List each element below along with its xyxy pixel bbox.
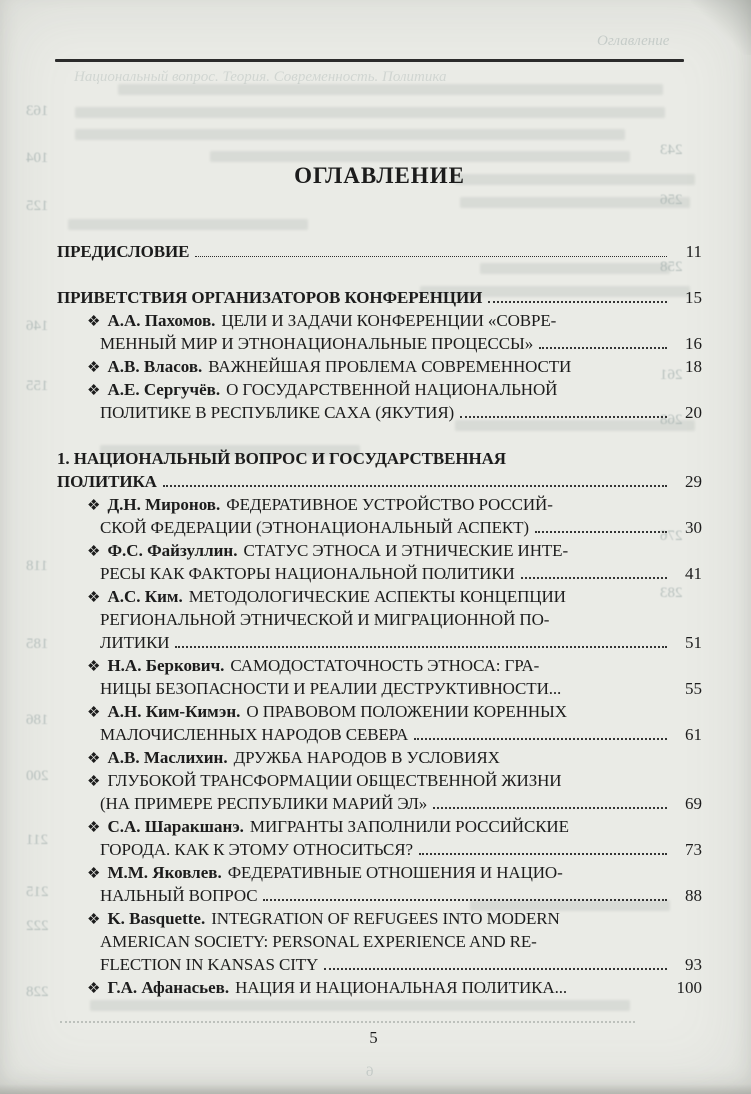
dot-leader xyxy=(263,899,667,901)
toc-list xyxy=(57,240,702,999)
ghost-page-number-left: 155 xyxy=(26,378,49,394)
entry-text: НАЦИЯ И НАЦИОНАЛЬНАЯ ПОЛИТИКА... xyxy=(235,978,568,997)
toc-line xyxy=(57,654,702,677)
toc-line xyxy=(57,631,702,654)
author-name: Д.Н. Миронов. xyxy=(107,495,221,514)
entry-text: ПОЛИТИКА xyxy=(57,472,157,491)
page-title: ОГЛАВЛЕНИЕ xyxy=(294,163,465,188)
author-name: А.В. Маслихин. xyxy=(107,748,228,767)
diamond-bullet-icon: ❖ xyxy=(87,590,101,606)
dot-leader xyxy=(433,807,667,809)
toc-line xyxy=(57,562,702,585)
ghost-page-number-left: 163 xyxy=(26,103,49,119)
ghost-text-bar xyxy=(118,84,663,95)
entry-text: О ГОСУДАРСТВЕННОЙ НАЦИОНАЛЬНОЙ xyxy=(226,380,558,399)
diamond-bullet-icon: ❖ xyxy=(87,360,101,376)
entry-text: МЕННЫЙ МИР И ЭТНОНАЦИОНАЛЬНЫЕ ПРОЦЕССЫ» xyxy=(100,334,534,353)
author-name: А.В. Власов. xyxy=(107,357,203,376)
page-ref: 88 xyxy=(685,886,702,905)
page-ref: 93 xyxy=(685,955,702,974)
author-name: А.С. Ким. xyxy=(107,587,183,606)
author-name: Г.А. Афанасьев. xyxy=(107,978,230,997)
page-ref: 29 xyxy=(685,472,702,491)
author-name: Ф.С. Файзуллин. xyxy=(107,541,238,560)
diamond-bullet-icon: ❖ xyxy=(87,912,101,928)
entry-text: ПРИВЕТСТВИЯ ОРГАНИЗАТОРОВ КОНФЕРЕНЦИИ xyxy=(57,288,483,307)
ghost-running-header-right: Оглавление xyxy=(597,33,670,49)
ghost-text-bar xyxy=(75,129,625,140)
ghost-page-number-left: 186 xyxy=(26,712,49,728)
ghost-text-bar xyxy=(90,1000,630,1011)
toc-line xyxy=(57,470,702,493)
diamond-bullet-icon: ❖ xyxy=(87,659,101,675)
header-rule xyxy=(55,59,684,62)
toc-line xyxy=(57,447,702,470)
entry-text: ФЕДЕРАТИВНЫЕ ОТНОШЕНИЯ И НАЦИО- xyxy=(227,863,563,882)
entry-text: 1. НАЦИОНАЛЬНЫЙ ВОПРОС И ГОСУДАРСТВЕННАЯ xyxy=(57,449,506,468)
entry-text: ФЕДЕРАТИВНОЕ УСТРОЙСТВО РОССИЙ- xyxy=(226,495,553,514)
ghost-page-number-left: 104 xyxy=(26,150,49,166)
dot-leader xyxy=(521,577,667,579)
ghost-page-number-left: 125 xyxy=(26,198,49,214)
page-ref: 11 xyxy=(685,242,702,261)
ghost-text-bar xyxy=(460,197,690,208)
toc-line xyxy=(57,332,702,355)
diamond-bullet-icon: ❖ xyxy=(87,820,101,836)
author-name: K. Basquette. xyxy=(107,909,206,928)
entry-text: НИЦЫ БЕЗОПАСНОСТИ И РЕАЛИИ ДЕСТРУКТИВНОСТИ... xyxy=(100,679,562,698)
page-ref: 55 xyxy=(685,679,702,698)
dot-leader xyxy=(324,968,667,970)
ghost-page-number-right: 243 xyxy=(660,142,683,158)
author-name: А.А. Пахомов. xyxy=(107,311,216,330)
entry-text: FLECTION IN KANSAS CITY xyxy=(100,955,319,974)
dot-leader xyxy=(175,646,667,648)
toc-line xyxy=(57,309,702,332)
toc-line xyxy=(57,907,702,930)
dot-leader xyxy=(539,347,667,349)
author-name: А.Н. Ким-Кимэн. xyxy=(107,702,241,721)
author-name: С.А. Шаракшанэ. xyxy=(107,817,244,836)
scan-bottom-edge xyxy=(0,1084,751,1094)
toc-line xyxy=(57,608,702,631)
dot-leader xyxy=(535,531,667,533)
diamond-bullet-icon: ❖ xyxy=(87,751,101,767)
ghost-page-number-left: 146 xyxy=(26,318,49,334)
entry-text: AMERICAN SOCIETY: PERSONAL EXPERIENCE AND RE- xyxy=(100,932,537,951)
scan-corner-shadow xyxy=(691,0,751,55)
ghost-page-number-right: 258 xyxy=(660,259,683,275)
toc-line xyxy=(57,493,702,516)
diamond-bullet-icon: ❖ xyxy=(87,314,101,330)
page-ref: 16 xyxy=(685,334,702,353)
entry-text: ГЛУБОКОЙ ТРАНСФОРМАЦИИ ОБЩЕСТВЕННОЙ ЖИЗНИ xyxy=(107,771,562,790)
dot-leader xyxy=(163,485,667,487)
ghost-text-bar xyxy=(75,107,665,118)
toc-line xyxy=(57,516,702,539)
toc-line xyxy=(57,401,702,424)
page-ref: 51 xyxy=(685,633,702,652)
diamond-bullet-icon: ❖ xyxy=(87,981,101,997)
toc-line xyxy=(57,355,702,378)
ghost-page-number-left: 222 xyxy=(26,918,49,934)
toc-line xyxy=(57,378,702,401)
ghost-page-number-left: 228 xyxy=(26,984,49,1000)
ghost-page-number-right: 256 xyxy=(660,192,683,208)
toc-line xyxy=(57,677,702,700)
ghost-page-number-left: 118 xyxy=(26,558,48,574)
ghost-reverse-folio: 6 xyxy=(366,1064,374,1080)
dot-leader xyxy=(195,256,667,257)
ghost-page-number-left: 185 xyxy=(26,636,49,652)
ghost-page-number-right: 276 xyxy=(660,528,683,544)
entry-text: СТАТУС ЭТНОСА И ЭТНИЧЕСКИЕ ИНТЕ- xyxy=(243,541,569,560)
diamond-bullet-icon: ❖ xyxy=(87,383,101,399)
ghost-page-number-right: 268 xyxy=(660,412,683,428)
ghost-page-number-right: 283 xyxy=(660,585,683,601)
toc-line xyxy=(57,700,702,723)
ghost-page-number-left: 215 xyxy=(26,884,49,900)
dot-leader xyxy=(488,301,667,303)
entry-text: ПОЛИТИКЕ В РЕСПУБЛИКЕ САХА (ЯКУТИЯ) xyxy=(100,403,455,422)
page-ref: 61 xyxy=(685,725,702,744)
toc-line xyxy=(57,539,702,562)
page-ref: 73 xyxy=(685,840,702,859)
toc-line xyxy=(57,286,702,309)
ghost-dot-leader-line xyxy=(60,1021,635,1023)
toc-line xyxy=(57,723,702,746)
entry-text: О ПРАВОВОМ ПОЛОЖЕНИИ КОРЕННЫХ xyxy=(246,702,567,721)
diamond-bullet-icon: ❖ xyxy=(87,544,101,560)
author-name: Н.А. Беркович. xyxy=(107,656,225,675)
toc-line xyxy=(57,930,702,953)
toc-line xyxy=(57,792,702,815)
entry-text: РЕСЫ КАК ФАКТОРЫ НАЦИОНАЛЬНОЙ ПОЛИТИКИ xyxy=(100,564,515,583)
page-ref: 30 xyxy=(685,518,702,537)
dot-leader xyxy=(419,853,667,855)
ghost-text-bar xyxy=(210,151,630,162)
entry-text: ЦЕЛИ И ЗАДАЧИ КОНФЕРЕНЦИИ «СОВРЕ- xyxy=(221,311,557,330)
toc-line xyxy=(57,976,702,999)
diamond-bullet-icon: ❖ xyxy=(87,774,101,790)
entry-text: МИГРАНТЫ ЗАПОЛНИЛИ РОССИЙСКИЕ xyxy=(249,817,569,836)
toc-line xyxy=(57,585,702,608)
toc-line xyxy=(57,953,702,976)
entry-text: РЕГИОНАЛЬНОЙ ЭТНИЧЕСКОЙ И МИГРАЦИОННОЙ ПО- xyxy=(100,610,550,629)
entry-text: САМОДОСТАТОЧНОСТЬ ЭТНОСА: ГРА- xyxy=(230,656,540,675)
author-name: А.Е. Сергучёв. xyxy=(107,380,221,399)
page-ref: 15 xyxy=(685,288,702,307)
diamond-bullet-icon: ❖ xyxy=(87,705,101,721)
entry-text: ЛИТИКИ xyxy=(100,633,170,652)
ghost-page-number-left: 200 xyxy=(26,768,49,784)
entry-text: INTEGRATION OF REFUGEES INTO MODERN xyxy=(211,909,560,928)
entry-text: ГОРОДА. КАК К ЭТОМУ ОТНОСИТЬСЯ? xyxy=(100,840,413,859)
entry-text: ВАЖНЕЙШАЯ ПРОБЛЕМА СОВРЕМЕННОСТИ xyxy=(208,357,572,376)
diamond-bullet-icon: ❖ xyxy=(87,866,101,882)
ghost-running-header: Национальный вопрос. Теория. Современность. Политика xyxy=(74,69,447,85)
author-name: М.М. Яковлев. xyxy=(107,863,222,882)
dot-leader xyxy=(460,416,667,418)
folio-page-number: 5 xyxy=(369,1028,378,1047)
entry-text: НАЛЬНЫЙ ВОПРОС xyxy=(100,886,258,905)
toc-line xyxy=(57,884,702,907)
dot-leader xyxy=(414,738,667,740)
ghost-page-number-left: 211 xyxy=(26,832,48,848)
entry-text: ДРУЖБА НАРОДОВ В УСЛОВИЯХ xyxy=(233,748,500,767)
page-ref: 41 xyxy=(685,564,702,583)
toc-line xyxy=(57,815,702,838)
page-ref: 100 xyxy=(676,978,702,997)
entry-text: ПРЕДИСЛОВИЕ xyxy=(57,242,190,261)
page-ref: 20 xyxy=(685,403,702,422)
toc-line xyxy=(57,240,702,263)
diamond-bullet-icon: ❖ xyxy=(87,498,101,514)
entry-text: МАЛОЧИСЛЕННЫХ НАРОДОВ СЕВЕРА xyxy=(100,725,409,744)
ghost-text-bar xyxy=(68,219,308,230)
entry-text: МЕТОДОЛОГИЧЕСКИЕ АСПЕКТЫ КОНЦЕПЦИИ xyxy=(188,587,566,606)
entry-text: (НА ПРИМЕРЕ РЕСПУБЛИКИ МАРИЙ ЭЛ» xyxy=(100,794,428,813)
toc-line xyxy=(57,838,702,861)
entry-text: СКОЙ ФЕДЕРАЦИИ (ЭТНОНАЦИОНАЛЬНЫЙ АСПЕКТ) xyxy=(100,518,529,537)
toc-line xyxy=(57,769,702,792)
page-ref: 69 xyxy=(685,794,702,813)
ghost-page-number-right: 261 xyxy=(660,367,683,383)
page-ref: 18 xyxy=(685,357,702,376)
toc-line xyxy=(57,861,702,884)
toc-line xyxy=(57,746,702,769)
